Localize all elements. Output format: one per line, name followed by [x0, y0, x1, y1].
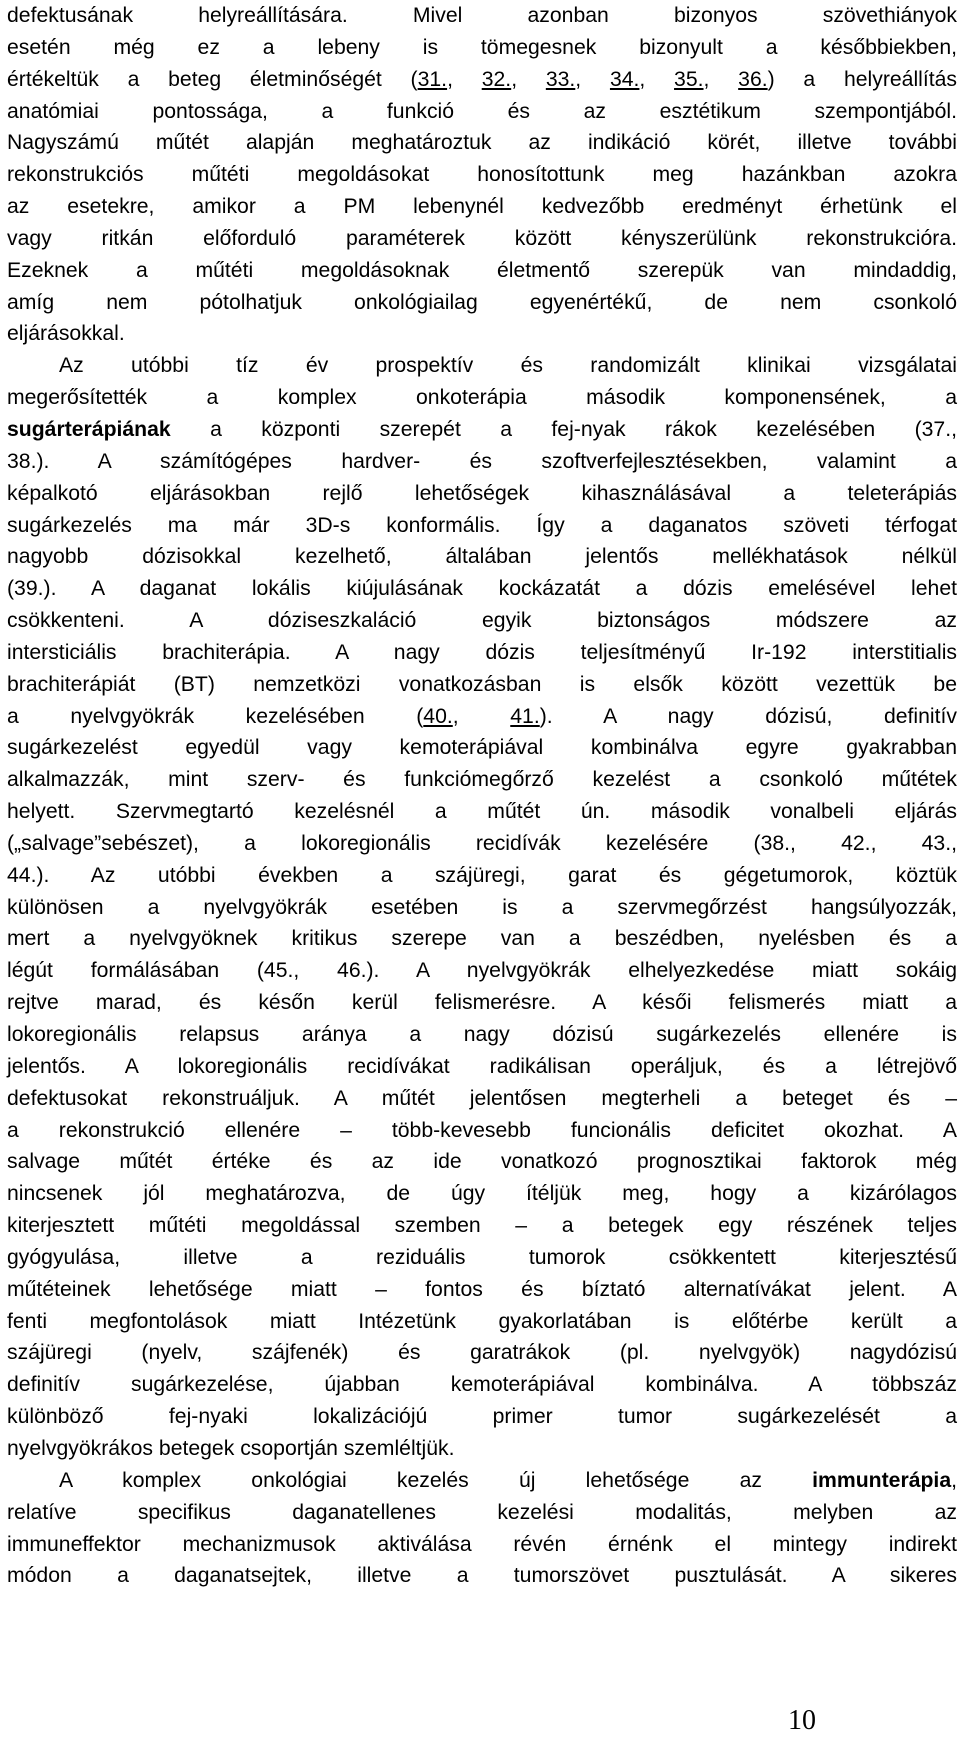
paragraph-start-line: Az utóbbi tíz év prospektív és randomizált klinikai vizsgálatai: [59, 354, 957, 378]
text-line: képalkotó eljárásokban rejlő lehetőségek kihasználásával a teleterápiás: [7, 481, 957, 505]
reference-link-35[interactable]: 35.: [674, 67, 704, 91]
page-number: 10: [788, 1705, 816, 1736]
reference-link-32[interactable]: 32.: [481, 67, 512, 91]
text-line: fenti megfontolások miatt Intézetünk gyakorlatában is előtérbe került a: [7, 1309, 957, 1333]
text-line: a nyelvgyökrák kezelésében (40., 41.). A nagy dózisú, definitív: [7, 704, 957, 728]
text-line: helyett. Szervmegtartó kezelésnél a műtét ún. második vonalbeli eljárás: [7, 800, 957, 824]
text-line: megerősítették a komplex onkoterápia második komponensének, a: [7, 386, 957, 410]
reference-link-34[interactable]: 34.: [609, 67, 640, 91]
text-line: gyógyulása, illetve a reziduális tumorok csökkentett kiterjesztésű: [7, 1245, 957, 1269]
text-line: Ezeknek a műtéti megoldásoknak életmentő szerepük van mindaddig,: [7, 258, 957, 282]
text-line: intersticiális brachiterápia. A nagy dózis teljesítményű Ir-192 interstitialis: [7, 640, 957, 664]
text-line: a rekonstrukció ellenére – több-kevesebb funcionális deficitet okozhat. A: [7, 1118, 957, 1142]
text-line: anatómiai pontossága, a funkció és az esztétikum szempontjából.: [7, 99, 957, 123]
text-line: jelentős. A lokoregionális recidívákat radikálisan operáljuk, és a létrejövő: [7, 1054, 957, 1078]
text-line: műtéteinek lehetősége miatt – fontos és bíztató alternatívákat jelent. A: [7, 1277, 957, 1301]
text-line: („salvage”sebészet), a lokoregionális recidívák kezelésére (38., 42., 43.,: [7, 831, 957, 855]
text-line: mert a nyelvgyöknek kritikus szerepe van a beszédben, nyelésben és a: [7, 927, 957, 951]
text-line: defektusának helyreállítására. Mivel azonban bizonyos szövethiányok: [7, 4, 957, 27]
text-line: brachiterápiát (BT) nemzetközi vonatkozásban is elsők között vezettük be: [7, 672, 957, 696]
text-line: rekonstrukciós műtéti megoldásokat honosítottunk meg hazánkban azokra: [7, 163, 957, 187]
bold-term: immunterápia: [812, 1468, 952, 1492]
text-line: módon a daganatsejtek, illetve a tumorszövet pusztulását. A sikeres: [7, 1564, 957, 1588]
text-line: Nagyszámú műtét alapján meghatároztuk az indikáció körét, illetve további: [7, 131, 957, 155]
text-line: amíg nem pótolhatjuk onkológiailag egyenértékű, de nem csonkoló: [7, 290, 957, 314]
text-line: alkalmazzák, mint szerv- és funkciómegőrző kezelést a csonkoló műtétek: [7, 768, 957, 792]
text-line: különböző fej-nyaki lokalizációjú primer tumor sugárkezelését a: [7, 1405, 957, 1429]
text-line: kiterjesztett műtéti megoldással szemben – a betegek egy részének teljes: [7, 1214, 957, 1238]
text-line: az esetekre, amikor a PM lebenynél kedvezőbb eredményt érhetünk el: [7, 195, 957, 219]
text-line: definitív sugárkezelése, újabban kemoterápiával kombinálva. A többszáz: [7, 1373, 957, 1397]
bold-term: sugárterápiának: [7, 417, 171, 441]
text-line: különösen a nyelvgyökrák esetében is a szervmegőrzést hangsúlyozzák,: [7, 895, 957, 919]
text-line: esetén még ez a lebeny is tömegesnek bizonyult a későbbiekben,: [7, 35, 957, 59]
text-line: csökkenteni. A dóziseszkaláció egyik biztonságos módszere az: [7, 609, 957, 633]
text-line: szájüregi (nyelv, szájfenék) és garatrákok (pl. nyelvgyök) nagydózisú: [7, 1341, 957, 1365]
reference-link-33[interactable]: 33.: [545, 67, 576, 91]
text-line: nincsenek jól meghatározva, de úgy ítéljük meg, hogy a kizárólagos: [7, 1182, 957, 1206]
text-line: salvage műtét értéke és az ide vonatkozó prognosztikai faktorok még: [7, 1150, 957, 1174]
document-page: [7, 0, 957, 1592]
reference-link-41[interactable]: 41.: [510, 704, 540, 728]
text-line: rejtve marad, és későn kerül felismerésre. A késői felismerés miatt a: [7, 991, 957, 1015]
text-line: értékeltük a beteg életminőségét (31., 32., 33., 34., 35., 36.) a helyreállítás: [7, 67, 958, 91]
text-line: (39.). A daganat lokális kiújulásának kockázatát a dózis emelésével lehet: [7, 577, 957, 601]
text-line: sugárkezelést egyedül vagy kemoterápiával kombinálva egyre gyakrabban: [7, 736, 957, 760]
text-line: 44.). Az utóbbi években a szájüregi, garat és gégetumorok, köztük: [7, 863, 957, 887]
text-line: sugárterápiának a központi szerepét a fej-nyak rákok kezelésében (37.,: [7, 417, 957, 441]
text-line: nyelvgyökrákos betegek csoportján szemléltjük.: [7, 1436, 455, 1460]
text-line: sugárkezelés ma már 3D-s konformális. Így a daganatos szöveti térfogat: [7, 513, 957, 537]
text-line: 38.). A számítógépes hardver- és szoftverfejlesztésekben, valamint a: [7, 449, 957, 473]
text-line: relatíve specifikus daganatellenes kezelési modalitás, melyben az: [7, 1500, 957, 1524]
text-line: lokoregionális relapsus aránya a nagy dózisú sugárkezelés ellenére is: [7, 1023, 957, 1046]
text-line: defektusokat rekonstruáljuk. A műtét jelentősen megterheli a beteget és –: [7, 1086, 957, 1110]
text-line: immuneffektor mechanizmusok aktiválása révén érnénk el mintegy indirekt: [7, 1532, 957, 1556]
reference-link-36[interactable]: 36.: [738, 67, 768, 91]
paragraph-start-line: A komplex onkológiai kezelés új lehetősége az immunterápia,: [59, 1468, 957, 1492]
text-line: eljárásokkal.: [7, 322, 125, 346]
text-line: nagyobb dózisokkal kezelhető, általában jelentős mellékhatások nélkül: [7, 545, 957, 569]
reference-link-40[interactable]: 40.: [423, 704, 453, 728]
text-line: vagy ritkán előforduló paraméterek között kényszerülünk rekonstrukcióra.: [7, 226, 957, 250]
text-line: légút formálásában (45., 46.). A nyelvgyökrák elhelyezkedése miatt sokáig: [7, 959, 957, 983]
reference-link-31[interactable]: 31.: [417, 67, 448, 91]
